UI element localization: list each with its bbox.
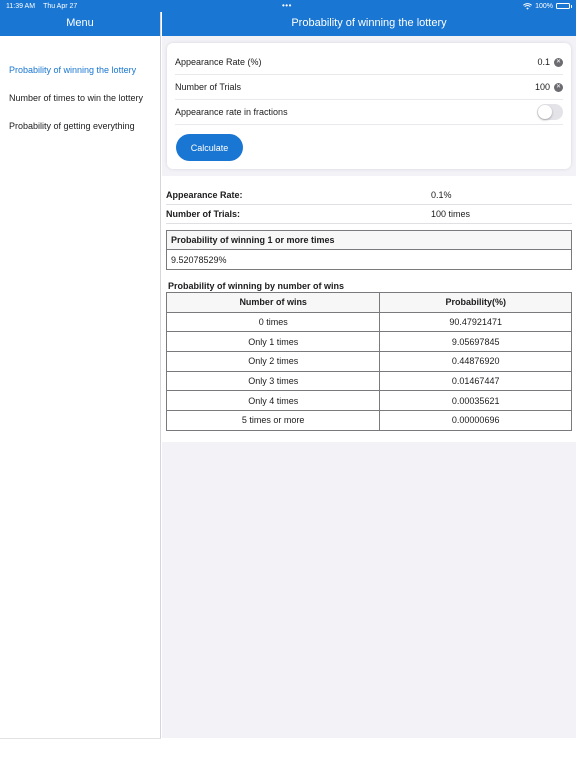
appearance-rate-row: [175, 50, 563, 75]
input-card: [167, 43, 571, 169]
result-rate-value: 0.1%: [431, 190, 452, 200]
table-header-row: [167, 293, 572, 313]
table-cell-wins: Only 3 times: [167, 371, 380, 391]
sidebar-item-getting-everything[interactable]: [0, 112, 160, 140]
table-cell-wins: Only 4 times: [167, 391, 380, 411]
toggle-knob: [538, 105, 552, 119]
clear-trials-icon[interactable]: ✕: [555, 83, 562, 90]
wins-table: [166, 292, 572, 431]
table-row: [167, 371, 572, 391]
sidebar-title: Menu: [66, 17, 94, 29]
status-bar: [0, 0, 576, 12]
fraction-toggle-label: Appearance rate in fractions: [175, 107, 288, 117]
sidebar-item-times-to-win[interactable]: [0, 84, 160, 112]
table-cell-probability: 0.44876920: [380, 352, 572, 372]
battery-icon: [556, 3, 570, 9]
results-panel: [162, 176, 576, 442]
result-trials-value: 100 times: [431, 209, 471, 219]
win-probability-value: 9.52078529%: [171, 254, 227, 265]
result-trials-row: [166, 205, 572, 224]
battery-percent: 100%: [535, 2, 553, 10]
sidebar: [0, 0, 161, 768]
calculate-button[interactable]: Calculate: [176, 134, 243, 161]
number-of-trials-value-wrap: [490, 82, 563, 92]
number-of-trials-row: [175, 75, 563, 100]
appearance-rate-label: Appearance Rate (%): [175, 57, 262, 67]
sidebar-item-label: Probability of winning the lottery: [9, 65, 137, 75]
fraction-toggle-row: [175, 100, 563, 125]
table-cell-wins: Only 1 times: [167, 332, 380, 352]
result-rate-label: Appearance Rate:: [166, 190, 243, 200]
result-trials-label: Number of Trials:: [166, 209, 241, 219]
number-of-trials-input[interactable]: [490, 82, 550, 92]
column-header-wins: Number of wins: [167, 293, 380, 313]
table-cell-probability: 0.00035621: [380, 391, 572, 411]
column-header-probability: Probability(%): [380, 293, 572, 313]
table-cell-wins: 5 times or more: [167, 411, 380, 431]
status-right: [523, 0, 570, 12]
fraction-toggle[interactable]: [537, 104, 563, 120]
page-title: Probability of winning the lottery: [291, 17, 447, 29]
table-cell-probability: 90.47921471: [380, 312, 572, 332]
win-probability-box: [166, 230, 572, 270]
table-row: [167, 391, 572, 411]
sidebar-menu: [0, 36, 160, 140]
appearance-rate-input[interactable]: [490, 57, 550, 67]
appearance-rate-value-wrap: [490, 57, 563, 67]
table-cell-probability: 0.01467447: [380, 371, 572, 391]
table-row: [167, 411, 572, 431]
status-time: 11:39 AM: [6, 2, 36, 10]
sidebar-item-winning-probability[interactable]: [0, 56, 160, 84]
wins-table-title: Probability of winning by number of wins: [168, 281, 345, 291]
table-row: [167, 332, 572, 352]
table-row: [167, 352, 572, 372]
result-rate-row: [166, 186, 572, 205]
table-cell-probability: 9.05697845: [380, 332, 572, 352]
main-content: [162, 0, 576, 768]
sidebar-footer: [0, 738, 161, 768]
sidebar-item-label: Probability of getting everything: [9, 121, 135, 131]
win-probability-heading: Probability of winning 1 or more times: [167, 231, 571, 250]
table-cell-wins: Only 2 times: [167, 352, 380, 372]
table-row: [167, 312, 572, 332]
multitasking-dots-icon[interactable]: •••: [282, 1, 292, 10]
main-footer: [162, 738, 576, 768]
table-cell-wins: 0 times: [167, 312, 380, 332]
clear-rate-icon[interactable]: ✕: [555, 58, 562, 65]
wifi-icon: [523, 3, 532, 10]
sidebar-item-label: Number of times to win the lottery: [9, 93, 144, 103]
number-of-trials-label: Number of Trials: [175, 82, 242, 92]
table-cell-probability: 0.00000696: [380, 411, 572, 431]
status-date: Thu Apr 27: [43, 2, 78, 10]
